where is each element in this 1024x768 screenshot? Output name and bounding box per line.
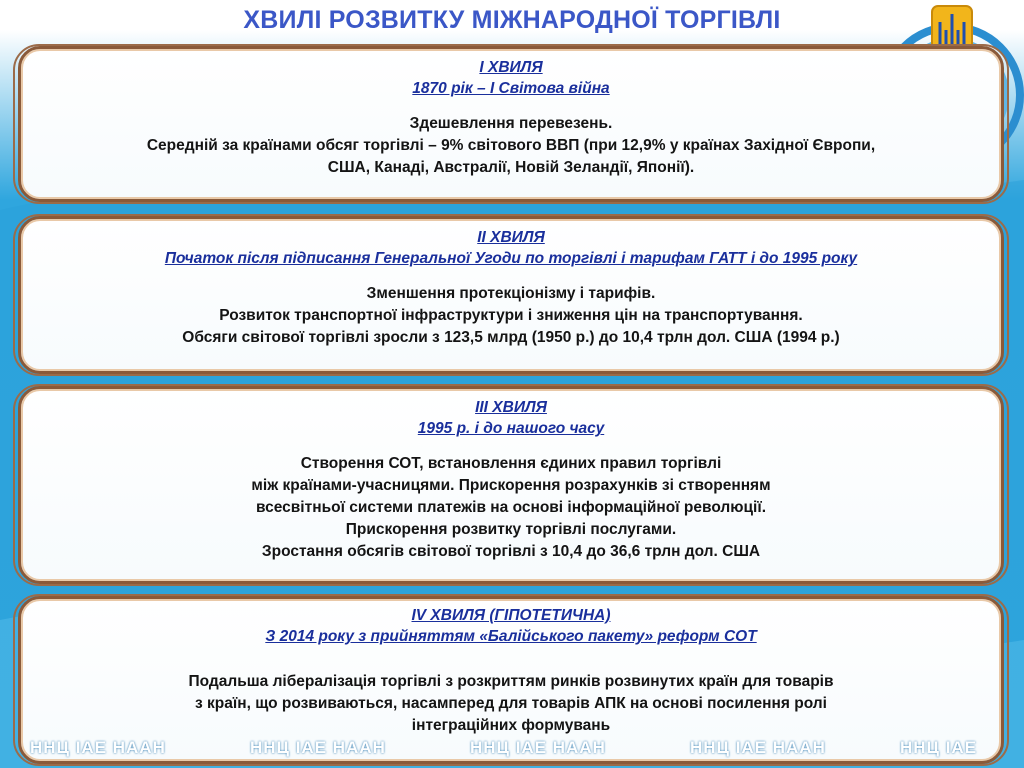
wave-period: З 2014 року з прийняттям «Балійського пакету» реформ СОТ — [265, 628, 757, 645]
wave-text-line: Середній за країнами обсяг торгівлі – 9% світового ВВП (при 12,9% у країнах Західної Європи, — [146, 137, 876, 154]
wave-text-line: всесвітньої системи платежів на основі інформаційної революції. — [255, 499, 767, 516]
wave-card-2 — [18, 216, 1004, 374]
wave-text-line: Створення СОТ, встановлення єдиних правил торгівлі — [300, 455, 722, 472]
footer-label: ННЦ ІАЕ НААН — [250, 738, 386, 757]
wave-period: Початок після підписання Генеральної Угоди по торгівлі і тарифам ГАТТ і до 1995 року — [164, 250, 858, 267]
wave-text-line: Обсяги світової торгівлі зросли з 123,5 млрд (1950 р.) до 10,4 трлн дол. США (1994 р.) — [182, 329, 840, 346]
footer-label: ННЦ ІАЕ НААН — [690, 738, 826, 757]
wave-card-3 — [18, 386, 1004, 584]
footer-label: ННЦ ІАЕ НААН — [470, 738, 606, 757]
wave-text-line: Здешевлення перевезень. — [409, 115, 613, 132]
footer-watermark — [0, 738, 1024, 768]
footer-label: ННЦ ІАЕ НААН — [30, 738, 166, 757]
wave-text-line: Прискорення розвитку торгівлі послугами. — [345, 521, 677, 538]
wave-text-line: Зменшення протекціонізму і тарифів. — [366, 285, 656, 302]
slide-title: ХВИЛІ РОЗВИТКУ МІЖНАРОДНОЇ ТОРГІВЛІ — [243, 6, 781, 34]
wave-heading: ІІІ ХВИЛЯ — [475, 399, 547, 416]
wave-period: 1870 рік – І Світова війна — [412, 80, 610, 97]
wave-text-line: Розвиток транспортної інфраструктури і зниження цін на транспортування. — [219, 307, 803, 324]
wave-text-line: США, Канаді, Австралії, Новій Зеландії, Японії). — [327, 159, 695, 176]
wave-heading: І ХВИЛЯ — [479, 59, 543, 76]
wave-text-line: Зростання обсягів світової торгівлі з 10,4 до 36,6 трлн дол. США — [261, 543, 761, 560]
wave-heading: IV ХВИЛЯ (ГІПОТЕТИЧНА) — [411, 607, 611, 624]
wave-heading: ІІ ХВИЛЯ — [477, 229, 545, 246]
footer-label: ННЦ ІАЕ — [900, 738, 978, 757]
wave-text-line: між країнами-учасницями. Прискорення розрахунків зі створенням — [251, 477, 771, 494]
wave-text-line: Подальша лібералізація торгівлі з розкриттям ринків розвинутих країн для товарів — [188, 673, 834, 690]
wave-text-line: з країн, що розвиваються, насамперед для товарів АПК на основі посилення ролі — [195, 695, 827, 712]
wave-period: 1995 р. і до нашого часу — [417, 420, 605, 437]
wave-card-1 — [18, 46, 1004, 202]
wave-text-line: інтеграційних формувань — [411, 717, 611, 734]
